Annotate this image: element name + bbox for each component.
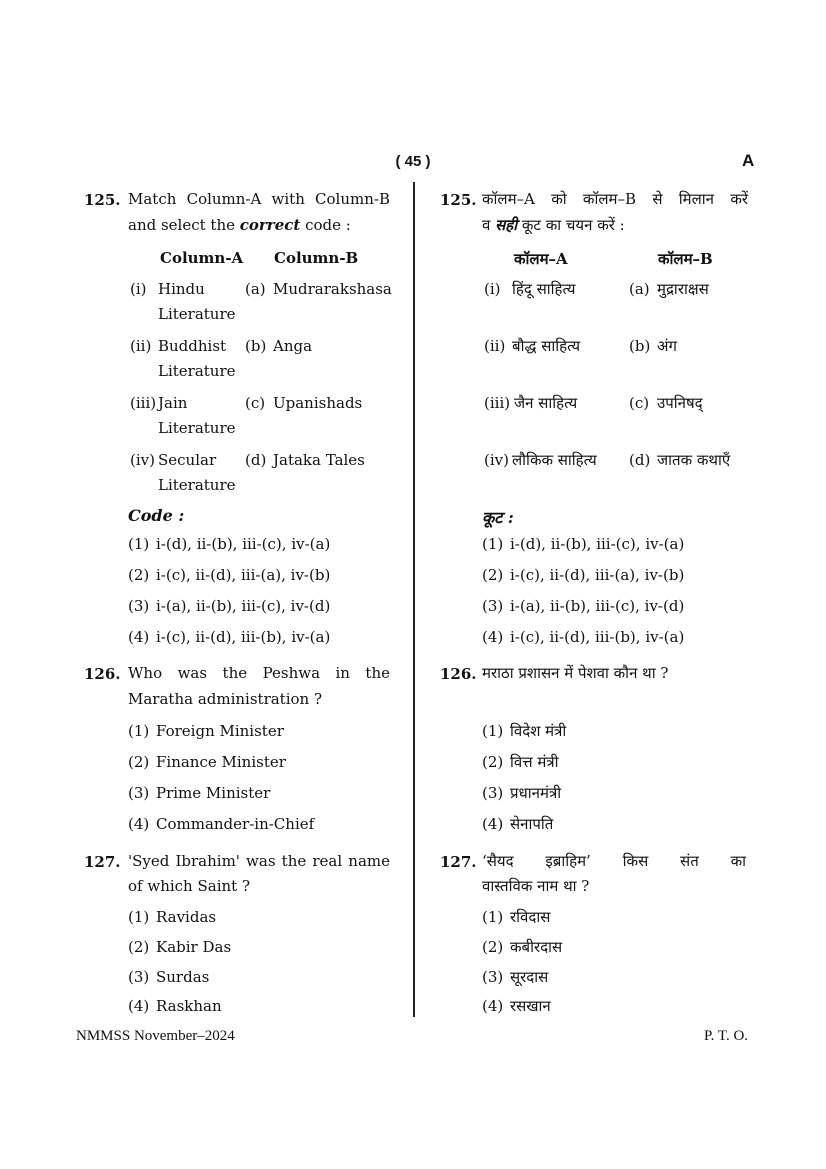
pto-footer: P. T. O. (704, 1028, 749, 1044)
answer-option (482, 626, 684, 648)
option-text: वित्त मंत्री (510, 753, 559, 771)
match-row-column-b: जातक कथाएँ (657, 451, 731, 469)
question-number: 125. (84, 191, 121, 209)
answer-option (482, 720, 566, 742)
option-text: Foreign Minister (156, 722, 284, 740)
column-b-heading: Column-B (274, 249, 359, 267)
column-divider (413, 182, 415, 1017)
question-text-line: वास्तविक नाम था ? (482, 877, 590, 895)
option-text: i-(c), ii-(d), iii-(b), iv-(a) (510, 628, 685, 646)
option-number: (1) (482, 908, 504, 926)
match-row-column-b: Mudrarakshasa (273, 280, 392, 298)
code-heading: Code : (128, 506, 185, 525)
option-number: (4) (482, 815, 504, 833)
answer-option (128, 720, 284, 742)
question-number: 126. (84, 665, 121, 683)
option-number: (2) (128, 566, 150, 584)
match-row-column-a: Literature (158, 476, 236, 494)
option-number: (4) (128, 815, 150, 833)
option-number: (2) (482, 566, 504, 584)
answer-option (128, 936, 231, 958)
question-text-line (128, 213, 390, 238)
emphasis-word: correct (239, 216, 301, 234)
answer-option (128, 626, 330, 648)
match-row-index-b: (c) (245, 394, 266, 412)
option-number: (1) (128, 535, 150, 553)
match-row-index-a: (i) (130, 280, 147, 298)
answer-option (482, 782, 561, 804)
match-row-column-a: बौद्ध साहित्य (512, 337, 581, 355)
question-number: 126. (440, 665, 477, 683)
option-text: सूरदास (510, 968, 549, 986)
answer-option (128, 533, 330, 555)
match-row-column-b: मुद्राराक्षस (657, 280, 709, 298)
question-text-line: कॉलम–A को कॉलम–B से मिलान करें (482, 190, 748, 208)
question-text-line: मराठा प्रशासन में पेशवा कौन था ? (482, 664, 669, 682)
option-text: i-(d), ii-(b), iii-(c), iv-(a) (510, 535, 685, 553)
option-number: (4) (128, 628, 150, 646)
option-text: Commander-in-Chief (156, 815, 315, 833)
text-fragment: व (482, 216, 496, 234)
match-row-column-b: अंग (657, 337, 677, 355)
exam-name-footer: NMMSS November–2024 (76, 1028, 235, 1044)
answer-option (128, 564, 330, 586)
column-a-heading: कॉलम–A (514, 250, 568, 268)
code-heading: कूट : (482, 508, 514, 527)
option-text: विदेश मंत्री (510, 722, 567, 740)
text-fragment: कूट का चयन करें : (517, 216, 625, 234)
match-row-column-b: Upanishads (273, 394, 363, 412)
option-number: (3) (482, 968, 504, 986)
text-fragment: code : (300, 216, 351, 234)
column-a-heading: Column-A (160, 249, 244, 267)
match-row-index-a: (i) (484, 280, 501, 298)
answer-option (128, 751, 286, 773)
match-row-index-a: (iii) (130, 394, 157, 412)
match-row-index-a: (ii) (484, 337, 506, 355)
text-fragment: and select the (128, 216, 240, 234)
question-text-line: Match Column-A with Column-B (128, 190, 390, 208)
match-row-column-b: Jataka Tales (273, 451, 365, 469)
question-text-line: of which Saint ? (128, 877, 250, 895)
option-number: (2) (128, 938, 150, 956)
answer-option (128, 966, 209, 988)
option-number: (3) (128, 597, 150, 615)
option-number: (1) (128, 908, 150, 926)
option-number: (2) (482, 938, 504, 956)
match-row-column-a: Buddhist (158, 337, 227, 355)
match-row-column-a: Literature (158, 362, 236, 380)
emphasis-word: सही (495, 216, 518, 234)
question-text-line: Who was the Peshwa in the (128, 664, 390, 682)
option-number: (3) (482, 784, 504, 802)
match-row-index-a: (ii) (130, 337, 152, 355)
option-number: (4) (482, 628, 504, 646)
match-row-column-b: Anga (273, 337, 313, 355)
answer-option (482, 533, 684, 555)
match-row-index-a: (iv) (130, 451, 155, 469)
match-row-column-a: Literature (158, 305, 236, 323)
match-row-index-b: (c) (629, 394, 650, 412)
option-number: (2) (482, 753, 504, 771)
option-text: Surdas (156, 968, 210, 986)
option-number: (1) (482, 535, 504, 553)
match-row-column-a: Literature (158, 419, 236, 437)
option-text: रविदास (510, 908, 551, 926)
answer-option (482, 995, 551, 1017)
question-text-line: Maratha administration ? (128, 690, 323, 708)
match-row-index-b: (a) (629, 280, 650, 298)
column-b-heading: कॉलम–B (658, 250, 713, 268)
match-row-column-a: Jain (158, 394, 188, 412)
match-row-column-a: जैन साहित्य (514, 394, 578, 412)
option-number: (3) (128, 784, 150, 802)
option-text: Prime Minister (156, 784, 271, 802)
option-number: (1) (482, 722, 504, 740)
match-row-index-b: (b) (245, 337, 267, 355)
question-number: 125. (440, 191, 477, 209)
match-row-column-b: उपनिषद् (657, 394, 703, 412)
option-text: सेनापति (510, 815, 554, 833)
match-row-index-b: (d) (245, 451, 267, 469)
match-row-index-a: (iv) (484, 451, 509, 469)
option-text: i-(a), ii-(b), iii-(c), iv-(d) (156, 597, 331, 615)
option-text: i-(c), ii-(d), iii-(b), iv-(a) (156, 628, 331, 646)
match-row-column-a: Hindu (158, 280, 205, 298)
match-row-column-a: हिंदू साहित्य (512, 280, 576, 298)
option-text: Finance Minister (156, 753, 286, 771)
question-text-line (482, 213, 625, 238)
option-text: i-(c), ii-(d), iii-(a), iv-(b) (510, 566, 685, 584)
page-number: ( 45 ) (395, 153, 431, 170)
question-number: 127. (440, 853, 477, 871)
option-number: (3) (128, 968, 150, 986)
match-row-index-b: (d) (629, 451, 651, 469)
option-text: प्रधानमंत्री (510, 784, 562, 802)
answer-option (482, 813, 553, 835)
option-text: कबीरदास (510, 938, 563, 956)
answer-option (482, 936, 562, 958)
answer-option (128, 995, 222, 1017)
answer-option (128, 782, 270, 804)
option-text: रसखान (510, 997, 551, 1015)
answer-option (482, 966, 548, 988)
option-text: i-(d), ii-(b), iii-(c), iv-(a) (156, 535, 331, 553)
match-row-index-b: (b) (629, 337, 651, 355)
option-number: (1) (128, 722, 150, 740)
option-number: (4) (128, 997, 150, 1015)
option-text: i-(c), ii-(d), iii-(a), iv-(b) (156, 566, 331, 584)
match-row-index-a: (iii) (484, 394, 511, 412)
question-text-line: 'Syed Ibrahim' was the real name (128, 852, 390, 870)
match-row-column-a: Secular (158, 451, 217, 469)
option-text: Raskhan (156, 997, 222, 1015)
option-number: (4) (482, 997, 504, 1015)
answer-option (482, 751, 559, 773)
question-text-line: ‘सैयद इब्राहिम’ किस संत का (482, 852, 746, 870)
option-number: (3) (482, 597, 504, 615)
match-row-index-b: (a) (245, 280, 266, 298)
answer-option (482, 595, 684, 617)
option-text: Ravidas (156, 908, 217, 926)
question-number: 127. (84, 853, 121, 871)
answer-option (128, 813, 314, 835)
answer-option (128, 595, 330, 617)
option-number: (2) (128, 753, 150, 771)
option-text: i-(a), ii-(b), iii-(c), iv-(d) (510, 597, 685, 615)
match-row-column-a: लौकिक साहित्य (512, 451, 597, 469)
answer-option (482, 564, 684, 586)
answer-option (128, 906, 216, 928)
answer-option (482, 906, 550, 928)
set-code: A (742, 151, 755, 170)
option-text: Kabir Das (156, 938, 232, 956)
